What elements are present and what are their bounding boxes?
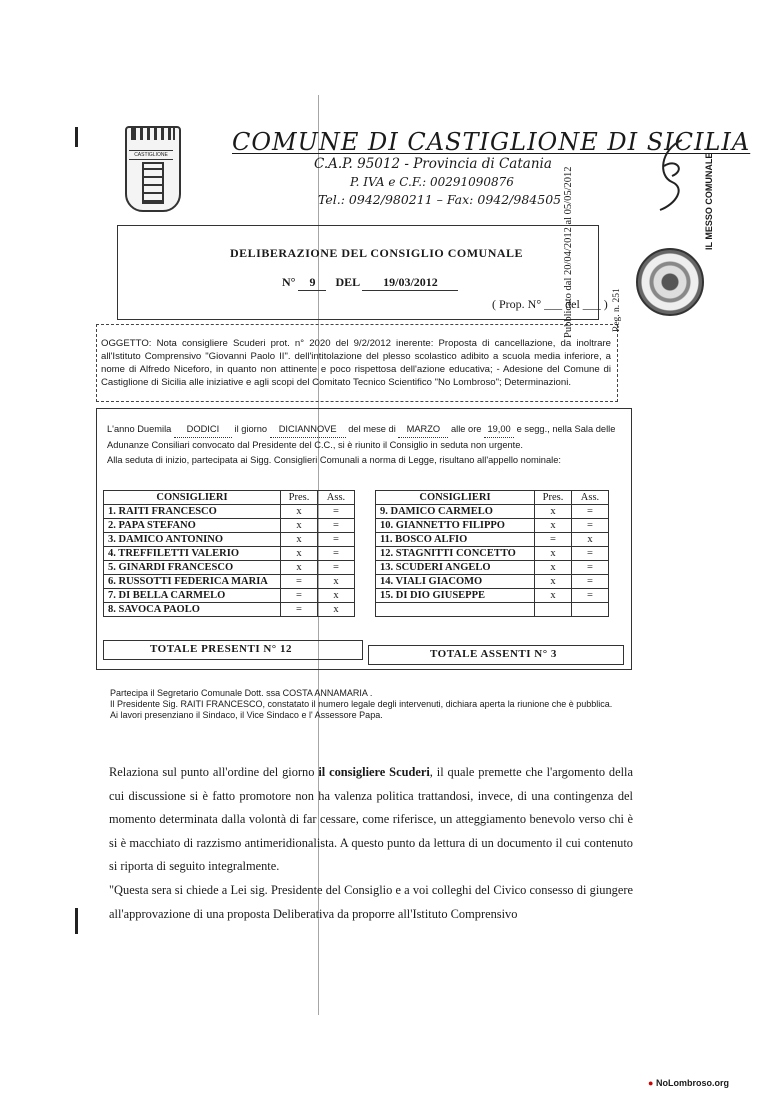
table-row: [376, 519, 609, 533]
proposta-reference: ( Prop. N° ___ del ___ ): [492, 297, 608, 311]
pubblicazione-stamp: Pubblicato dal 20/04/2012 al 05/05/2012: [563, 166, 574, 338]
table-row: [104, 547, 355, 561]
verbale-body: [109, 761, 633, 926]
presence-mark: x: [281, 533, 318, 547]
table-header-row: [376, 491, 609, 505]
presence-mark: x: [535, 561, 572, 575]
attendance-table-left: [103, 490, 355, 617]
seduta-continuation: e segg., nella Sala delle Adunanze Consiliari convocato dal Presidente del C.C., si è riunito il Consiglio in seduta non urgente.: [107, 424, 616, 450]
absence-mark: =: [318, 533, 355, 547]
absence-mark: =: [572, 589, 609, 603]
absence-mark: =: [572, 575, 609, 589]
header-consiglieri: CONSIGLIERI: [376, 491, 535, 505]
oggetto-text: OGGETTO: Nota consigliere Scuderi prot. n° 2020 del 9/2/2012 inerente: Proposta di cancellazione, da inoltrare all'Istituto Comprensivo "Giovanni Paolo II". dell'intitolazione del plesso scolastico adibito a scuola media inferiore, a nome di Alfredo Niceforo, in quanto non attinente e poco rispettosa dell'azione educativa; - Adesione del Comune di Castiglione di Sicilia alle iniziative e agli scopi del Comitato Tecnico Scientifico "No Lombroso"; Determinazioni.: [101, 338, 611, 388]
del-label: DEL: [335, 275, 360, 289]
header-ass: Ass.: [318, 491, 355, 505]
messo-stamp: IL MESSO COMUNALE: [704, 152, 714, 250]
presence-mark: x: [281, 561, 318, 575]
seduta-meta: [110, 688, 670, 721]
presence-mark: =: [535, 533, 572, 547]
presence-mark: x: [535, 547, 572, 561]
councillor-name: 13. SCUDERI ANGELO: [376, 561, 535, 575]
site-watermark: [648, 1078, 729, 1088]
presence-mark: x: [281, 519, 318, 533]
crest-tower: [142, 162, 164, 204]
deliberazione-title: DELIBERAZIONE DEL CONSIGLIO COMUNALE: [230, 246, 524, 260]
councillor-name: [376, 603, 535, 617]
scan-edge-mark: [75, 908, 78, 934]
header-ass: Ass.: [572, 491, 609, 505]
header-piva: P. IVA e C.F.: 00291090876: [350, 175, 514, 189]
header-cap: C.A.P. 95012 - Provincia di Catania: [314, 156, 552, 172]
registro-stamp: Reg. n. 251: [612, 288, 622, 332]
councillor-name: 4. TREFFILETTI VALERIO: [104, 547, 281, 561]
councillor-name: 14. VIALI GIACOMO: [376, 575, 535, 589]
presence-mark: x: [281, 505, 318, 519]
presence-mark: [535, 603, 572, 617]
absence-mark: =: [318, 505, 355, 519]
header-pres: Pres.: [535, 491, 572, 505]
anno-value: DODICI: [174, 422, 232, 438]
body-paragraph-2: "Questa sera si chiede a Lei sig. Presidente del Consiglio e a voi colleghi del Civico consesso di giungere all'approvazione di una proposta Deliberativa da proporre all'Istituto Comprensivo: [109, 882, 633, 921]
presence-mark: x: [535, 589, 572, 603]
body-p1-start: Relaziona sul punto all'ordine del giorno: [109, 765, 319, 779]
councillor-name: 11. BOSCO ALFIO: [376, 533, 535, 547]
absence-mark: =: [572, 505, 609, 519]
table-row: [376, 603, 609, 617]
attendance-table-right: [375, 490, 609, 617]
table-row: [376, 547, 609, 561]
table-row: [376, 575, 609, 589]
presence-mark: x: [535, 505, 572, 519]
segretario-line: Partecipa il Segretario Comunale Dott. ssa COSTA ANNAMARIA .: [110, 688, 373, 698]
table-row: [376, 505, 609, 519]
presence-mark: x: [535, 519, 572, 533]
councillor-name: 1. RAITI FRANCESCO: [104, 505, 281, 519]
table-row: [104, 519, 355, 533]
councillor-name: 5. GINARDI FRANCESCO: [104, 561, 281, 575]
seduta-text: [107, 422, 627, 468]
councillor-name: 2. PAPA STEFANO: [104, 519, 281, 533]
councillor-name: 8. SAVOCA PAOLO: [104, 603, 281, 617]
comune-name: COMUNE DI CASTIGLIONE DI SICILIA: [232, 128, 751, 156]
table-row: [104, 603, 355, 617]
table-row: [376, 533, 609, 547]
absence-mark: x: [318, 575, 355, 589]
header-consiglieri: CONSIGLIERI: [104, 491, 281, 505]
scan-edge-mark: [75, 127, 78, 147]
table-row: [376, 589, 609, 603]
appello-line: Alla seduta di inizio, partecipata ai Sigg. Consiglieri Comunali a norma di Legge, risultano all'appello nominale:: [107, 455, 561, 465]
councillor-name: 10. GIANNETTO FILIPPO: [376, 519, 535, 533]
presenziano-line: Ai lavori presenziano il Sindaco, il Vice Sindaco e l' Assessore Papa.: [110, 710, 383, 720]
absence-mark: x: [318, 589, 355, 603]
ore-label: alle ore: [450, 424, 482, 434]
presence-mark: =: [281, 575, 318, 589]
body-p1-bold: il consigliere Scuderi: [318, 765, 430, 779]
header-tel-fax: Tel.: 0942/980211 – Fax: 0942/984505: [318, 192, 562, 207]
header-pres: Pres.: [281, 491, 318, 505]
absence-mark: [572, 603, 609, 617]
giorno-value: DICIANNOVE: [270, 422, 346, 438]
watermark-logo-icon: ●: [648, 1078, 654, 1088]
table-row: [376, 561, 609, 575]
body-paragraph-1: [109, 761, 633, 879]
mese-value: MARZO: [398, 422, 448, 438]
body-p1-rest: , il quale premette che l'argomento della cui discussione si è fatto promotore non ha valenza politica trattandosi, invece, di una contingenza del momento determinata dalla volontà di far cessare, come riferisce, un atteggiamento benevolo verso chi è si è macchiato di razzismo antimeridionalista. A questo punto da lettura di un documento il cui contenuto si riporta di seguito integralmente.: [109, 765, 633, 874]
giorno-label: il giorno: [234, 424, 268, 434]
numero-value: 9: [298, 275, 326, 291]
presence-mark: x: [535, 575, 572, 589]
mese-label: del mese di: [348, 424, 396, 434]
anno-label: L'anno Duemila: [107, 424, 172, 434]
absence-mark: =: [318, 519, 355, 533]
table-row: [104, 575, 355, 589]
councillor-name: 12. STAGNITTI CONCETTO: [376, 547, 535, 561]
absence-mark: x: [318, 603, 355, 617]
totale-presenti: TOTALE PRESENTI N° 12: [150, 643, 292, 655]
absence-mark: =: [572, 547, 609, 561]
councillor-name: 15. DI DIO GIUSEPPE: [376, 589, 535, 603]
crest-band: CASTIGLIONE: [129, 150, 173, 160]
absence-mark: =: [318, 547, 355, 561]
absence-mark: =: [318, 561, 355, 575]
table-row: [104, 561, 355, 575]
absence-mark: =: [572, 519, 609, 533]
crest-crown: [131, 126, 175, 140]
data-value: 19/03/2012: [362, 275, 458, 291]
table-row: [104, 589, 355, 603]
official-seal-icon: [636, 248, 704, 316]
table-row: [104, 505, 355, 519]
presidente-line: Il Presidente Sig. RAITI FRANCESCO, constatato il numero legale degli intervenuti, dichiara aperta la riunione che è pubblica.: [110, 699, 613, 709]
numero-label: N°: [282, 275, 296, 289]
councillor-name: 3. DAMICO ANTONINO: [104, 533, 281, 547]
table-header-row: [104, 491, 355, 505]
presence-mark: =: [281, 589, 318, 603]
presence-mark: x: [281, 547, 318, 561]
deliberazione-number-line: [282, 275, 458, 291]
totale-assenti: TOTALE ASSENTI N° 3: [430, 648, 557, 660]
presence-mark: =: [281, 603, 318, 617]
councillor-name: 7. DI BELLA CARMELO: [104, 589, 281, 603]
councillor-name: 6. RUSSOTTI FEDERICA MARIA: [104, 575, 281, 589]
ore-value: 19,00: [484, 422, 514, 438]
absence-mark: =: [572, 561, 609, 575]
absence-mark: x: [572, 533, 609, 547]
signature-icon: [652, 136, 692, 216]
watermark-site: NoLombroso.org: [655, 1078, 729, 1088]
councillor-name: 9. DAMICO CARMELO: [376, 505, 535, 519]
table-row: [104, 533, 355, 547]
municipal-crest: [125, 126, 181, 212]
